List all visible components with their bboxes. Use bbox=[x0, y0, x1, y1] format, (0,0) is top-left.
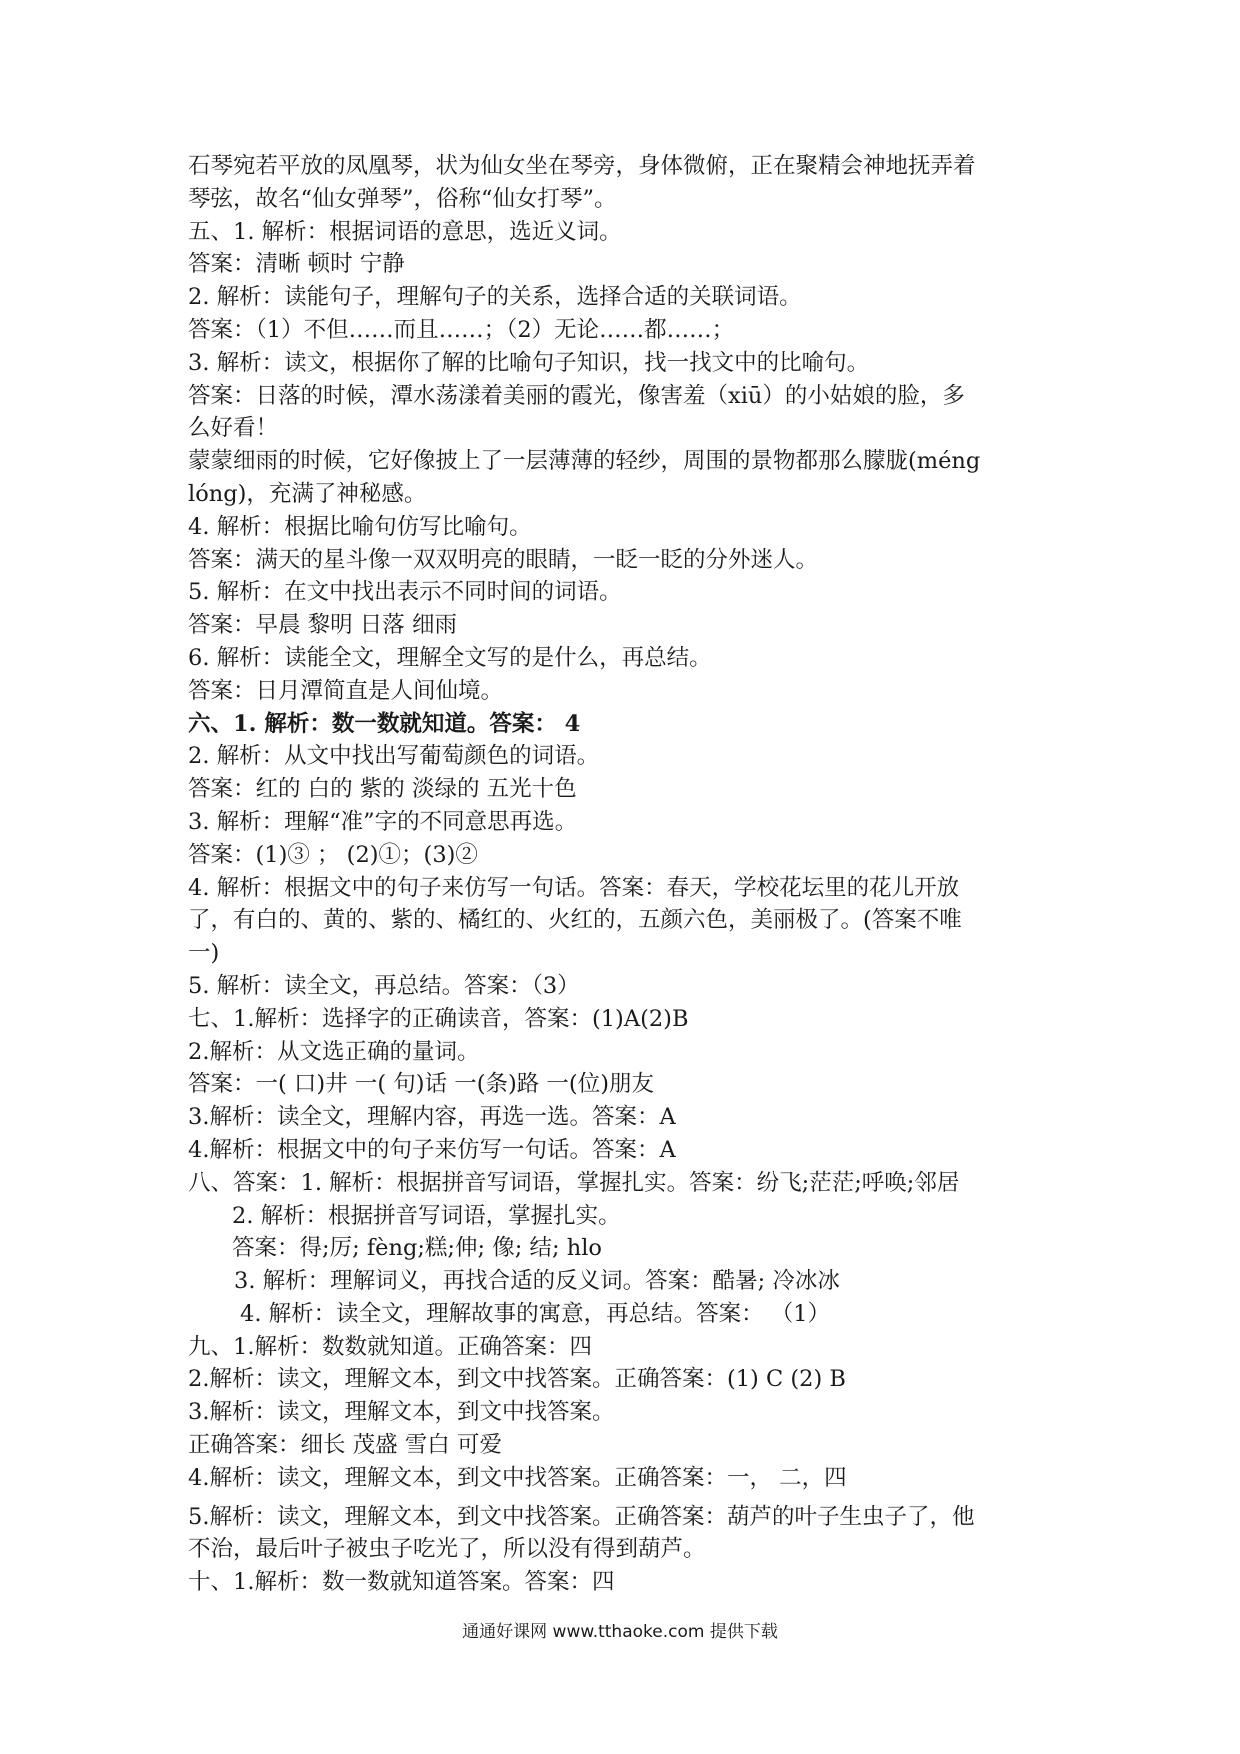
text-line: 答案：日月潭简直是人间仙境。 bbox=[188, 677, 504, 704]
text-line: 2. 解析：读能句子，理解句子的关系，选择合适的关联词语。 bbox=[188, 284, 802, 311]
text-line: 3. 解析：理解“准”字的不同意思再选。 bbox=[188, 808, 578, 835]
text-line: 4. 解析：读全文，理解故事的寓意，再总结。答案： （1） bbox=[240, 1300, 831, 1327]
text-line: 5. 解析：在文中找出表示不同时间的词语。 bbox=[188, 579, 622, 606]
text-line: 答案：得;厉; fèng;糕;伸; 像; 结; hlo bbox=[232, 1235, 602, 1262]
text-line: 3. 解析：理解词义，再找合适的反义词。答案：酷暑; 冷冰冰 bbox=[234, 1268, 840, 1295]
text-line: 4.解析：根据文中的句子来仿写一句话。答案：A bbox=[188, 1136, 676, 1163]
section-heading: 五、1. 解析：根据词语的意思，选近义词。 bbox=[188, 218, 622, 245]
text-line: 2. 解析：从文中找出写葡萄颜色的词语。 bbox=[188, 743, 600, 770]
text-line: 4. 解析：根据文中的句子来仿写一句话。答案：春天，学校花坛里的花儿开放 bbox=[188, 874, 960, 901]
section-heading: 六、1. 解析：数一数就知道。答案： 4 bbox=[188, 710, 581, 737]
answer-text-body bbox=[188, 150, 1068, 1599]
text-line: 答案：清晰 顿时 宁静 bbox=[188, 251, 405, 278]
text-line: 琴弦，故名“仙女弹琴”，俗称“仙女打琴”。 bbox=[188, 185, 617, 212]
text-line: 答案：（1）不但……而且……；（2）无论……都……； bbox=[188, 316, 735, 343]
text-line: 5. 解析：读全文，再总结。答案：（3） bbox=[188, 972, 580, 999]
text-line: 答案：满天的星斗像一双双明亮的眼睛，一眨一眨的分外迷人。 bbox=[188, 546, 819, 573]
text-line: 正确答案：细长 茂盛 雪白 可爱 bbox=[188, 1432, 502, 1459]
text-line: lóng)，充满了神秘感。 bbox=[188, 480, 427, 507]
text-line: 4.解析：读文，理解文本，到文中找答案。正确答案：一， 二，四 bbox=[188, 1464, 847, 1491]
section-heading: 十、1.解析：数一数就知道答案。答案：四 bbox=[188, 1569, 615, 1596]
text-line: 么好看！ bbox=[188, 415, 279, 442]
text-line: 2.解析：从文选正确的量词。 bbox=[188, 1038, 480, 1065]
text-line: 3.解析：读文，理解文本，到文中找答案。 bbox=[188, 1399, 615, 1426]
text-line: 蒙蒙细雨的时候，它好像披上了一层薄薄的轻纱，周围的景物都那么朦胧(méng bbox=[188, 448, 981, 475]
section-heading: 八、答案：1. 解析：根据拼音写词语，掌握扎实。答案：纷飞;茫茫;呼唤;邻居 bbox=[188, 1169, 960, 1196]
text-line: 5.解析：读文，理解文本，到文中找答案。正确答案：葫芦的叶子生虫子了，他 bbox=[188, 1503, 975, 1530]
text-line: 答案：早晨 黎明 日落 细雨 bbox=[188, 612, 457, 639]
text-line: 答案：日落的时候，潭水荡漾着美丽的霞光，像害羞（xiū）的小姑娘的脸，多 bbox=[188, 382, 965, 409]
text-line: 了，有白的、黄的、紫的、橘红的、火红的，五颜六色，美丽极了。(答案不唯 bbox=[188, 907, 962, 934]
text-line: 答案：红的 白的 紫的 淡绿的 五光十色 bbox=[188, 776, 577, 803]
text-line: 不治，最后叶子被虫子吃光了，所以没有得到葫芦。 bbox=[188, 1536, 706, 1563]
text-line: 6. 解析：读能全文，理解全文写的是什么，再总结。 bbox=[188, 644, 712, 671]
text-line: 石琴宛若平放的凤凰琴，状为仙女坐在琴旁，身体微俯，正在聚精会神地抚弄着 bbox=[188, 153, 976, 179]
text-line: 3. 解析：读文，根据你了解的比喻句子知识，找一找文中的比喻句。 bbox=[188, 349, 870, 376]
text-line: 4. 解析：根据比喻句仿写比喻句。 bbox=[188, 513, 532, 540]
page-footer: 通通好课网 www.tthaoke.com 提供下载 bbox=[462, 1622, 778, 1642]
text-line: 2.解析：读文，理解文本，到文中找答案。正确答案：(1) C (2) B bbox=[188, 1366, 846, 1393]
section-heading: 七、1.解析：选择字的正确读音，答案：(1)A(2)B bbox=[188, 1005, 689, 1032]
text-line: 答案：一( 口)井 一( 句)话 一(条)路 一(位)朋友 bbox=[188, 1071, 654, 1098]
text-line: 3.解析：读全文，理解内容，再选一选。答案：A bbox=[188, 1104, 676, 1131]
text-line: 答案：(1)③ ； (2)①；(3)② bbox=[188, 841, 478, 868]
text-line: 一) bbox=[188, 940, 220, 967]
section-heading: 九、1.解析：数数就知道。正确答案：四 bbox=[188, 1333, 592, 1360]
text-line: 2. 解析：根据拼音写词语，掌握扎实。 bbox=[232, 1202, 621, 1229]
